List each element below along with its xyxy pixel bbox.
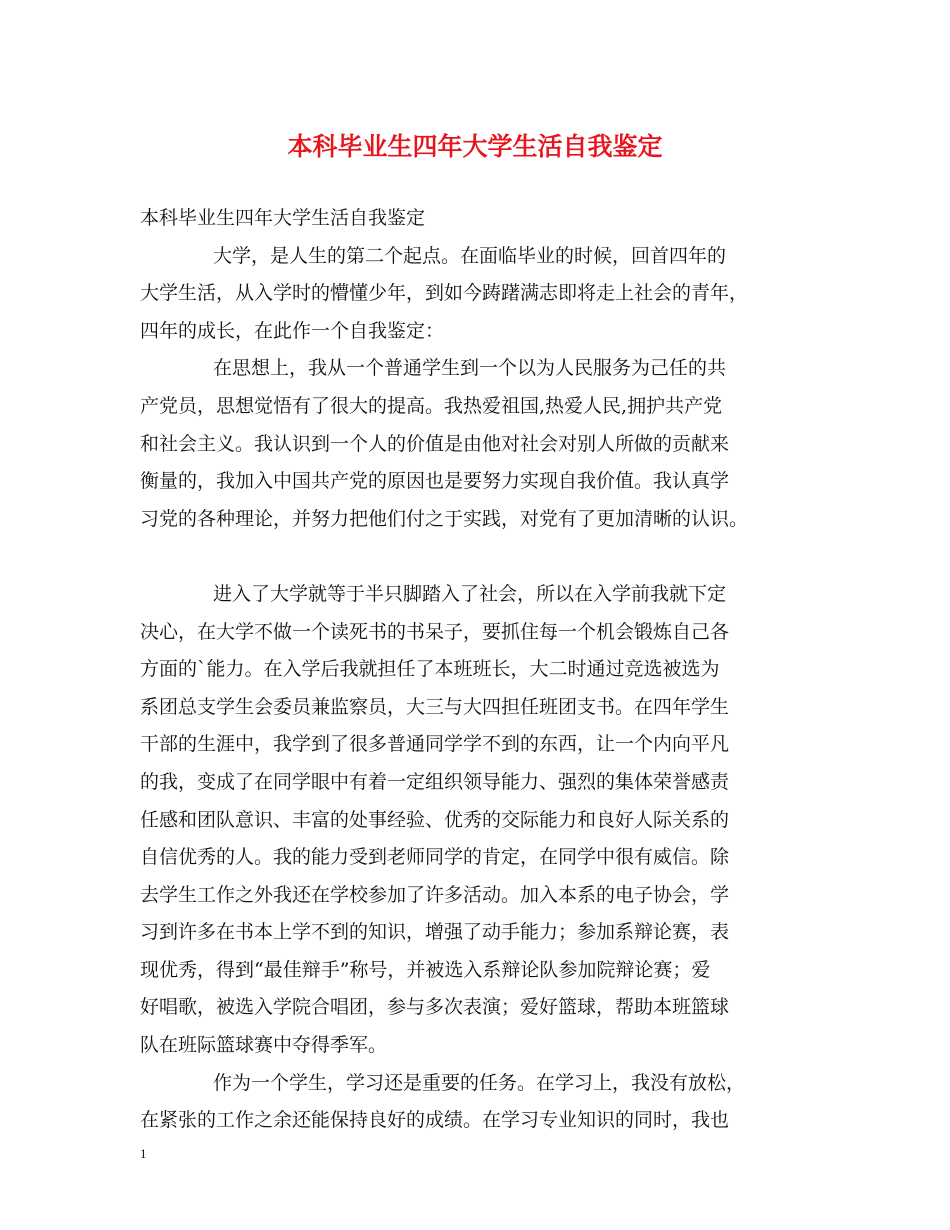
body-line: 好唱歌，被选入学院合唱团，参与多次表演；爱好篮球，帮助本班篮球 [140,996,730,1019]
body-line: 大学，是人生的第二个起点。在面临毕业的时候，回首四年的 [213,244,727,267]
body-line: 产党员，思想觉悟有了很大的提高。我热爱祖国,热爱人民,拥护共产党 [140,394,723,417]
body-line: 和社会主义。我认识到一个人的价值是由他对社会对别人所做的贡献来 [140,432,730,455]
body-line: 系团总支学生会委员兼监察员，大三与大四担任班团支书。在四年学生 [140,695,730,718]
body-line: 在思想上，我从一个普通学生到一个以为人民服务为己任的共 [213,357,727,380]
body-line: 在紧张的工作之余还能保持良好的成绩。在学习专业知识的同时，我也 [140,1109,730,1132]
body-line: 去学生工作之外我还在学校参加了许多活动。加入本系的电子协会，学 [140,883,730,906]
body-line: 习到许多在书本上学不到的知识，增强了动手能力；参加系辩论赛，表 [140,921,730,944]
body-line: 自信优秀的人。我的能力受到老师同学的肯定，在同学中很有威信。除 [140,846,730,869]
body-line: 方面的`能力。在入学后我就担任了本班班长，大二时通过竞选被选为 [140,658,720,681]
body-line: 进入了大学就等于半只脚踏入了社会，所以在入学前我就下定 [213,582,727,605]
body-line: 干部的生涯中，我学到了很多普通同学学不到的东西，让一个内向平凡 [140,733,730,756]
body-line: 衡量的，我加入中国共产党的原因也是要努力实现自我价值。我认真学 [140,470,730,493]
paragraph-gap [140,538,828,576]
body-line: 的我，变成了在同学眼中有着一定组织领导能力、强烈的集体荣誉感责 [140,770,730,793]
body-line: 大学生活，从入学时的懵懂少年，到如今踌躇满志即将走上社会的青年， [140,282,749,305]
body-line: 习党的各种理论，并努力把他们付之于实践，对党有了更加清晰的认识。 [140,507,749,530]
body-line: 决心，在大学不做一个读死书的书呆子，要抓住每一个机会锻炼自己各 [140,620,730,643]
page-number: 1 [140,1146,147,1161]
document-title: 本科毕业生四年大学生活自我鉴定 [287,132,663,161]
body-line: 任感和团队意识、丰富的处事经验、优秀的交际能力和良好人际关系的 [140,808,730,831]
body-line: 队在班际篮球赛中夺得季军。 [140,1034,388,1057]
body-line: 作为一个学生，学习还是重要的任务。在学习上，我没有放松， [213,1071,746,1094]
document-body [140,200,828,1140]
body-line: 四年的成长，在此作一个自我鉴定： [140,319,445,342]
body-subtitle: 本科毕业生四年大学生活自我鉴定 [140,207,426,229]
body-line: 现优秀，得到“最佳辩手”称号，并被选入系辩论队参加院辩论赛；爱 [140,958,711,981]
